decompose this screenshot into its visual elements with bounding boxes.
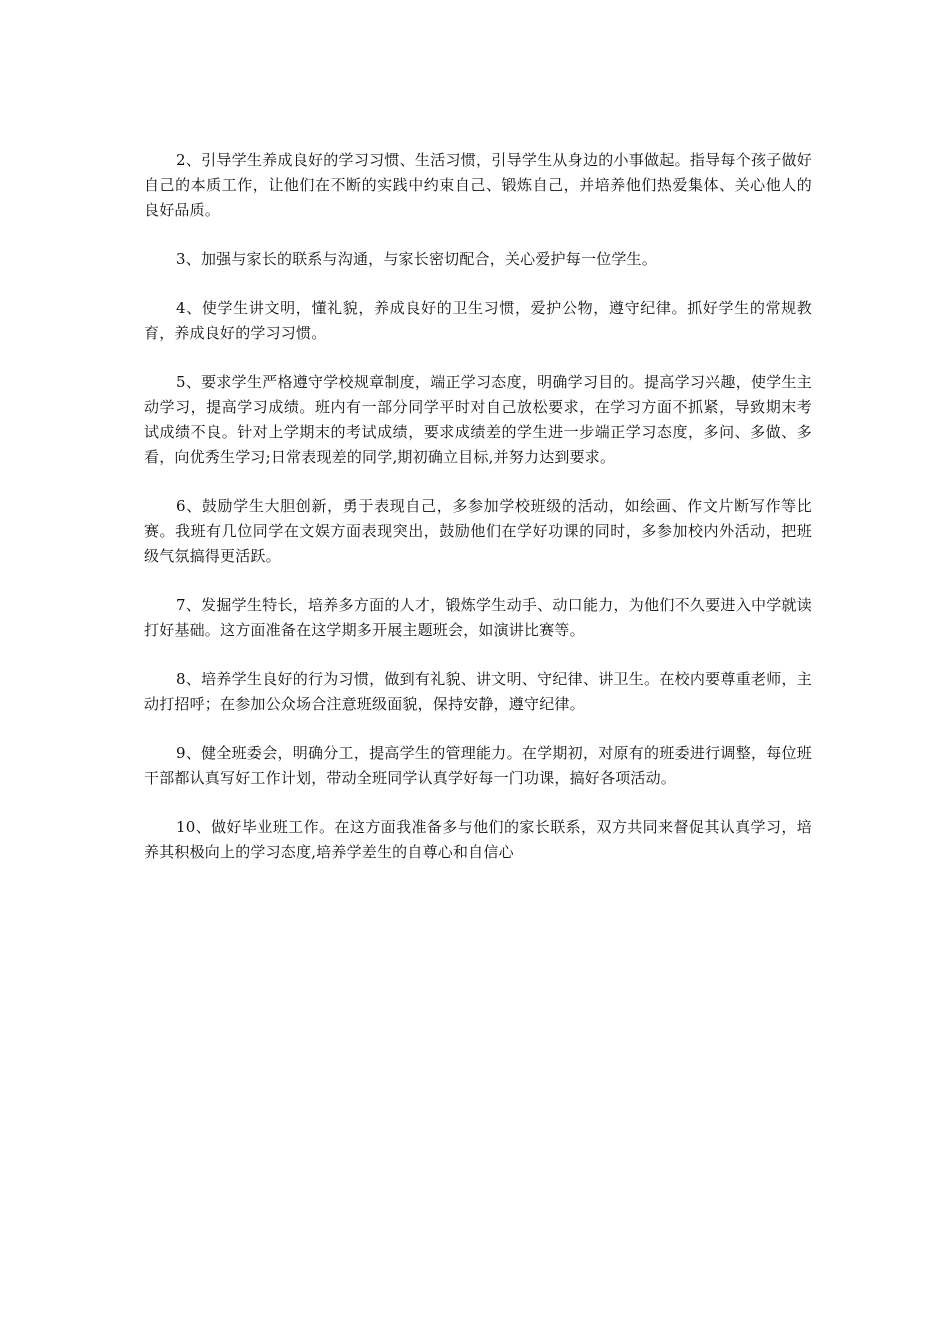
paragraph-item-9: 9、健全班委会，明确分工，提高学生的管理能力。在学期初，对原有的班委进行调整，每位班干部都认真写好工作计划，带动全班同学认真学好每一门功课，搞好各项活动。 [144,744,812,787]
paragraph-item-10: 10、做好毕业班工作。在这方面我准备多与他们的家长联系，双方共同来督促其认真学习，培养其积极向上的学习态度,培养学差生的自尊心和自信心 [144,818,812,861]
document-body [144,148,812,889]
paragraph-item-5: 5、要求学生严格遵守学校规章制度，端正学习态度，明确学习目的。提高学习兴趣，使学生主动学习，提高学习成绩。班内有一部分同学平时对自己放松要求，在学习方面不抓紧，导致期末考试成绩不良。针对上学期末的考试成绩，要求成绩差的学生进一步端正学习态度，多问、多做、多看，向优秀生学习;日常表现差的同学,期初确立目标,并努力达到要求。 [144,373,812,466]
paragraph-item-3: 3、加强与家长的联系与沟通，与家长密切配合，关心爱护每一位学生。 [176,250,657,268]
paragraph-item-2: 2、引导学生养成良好的学习习惯、生活习惯，引导学生从身边的小事做起。指导每个孩子做好自己的本质工作，让他们在不断的实践中约束自己、锻炼自己，并培养他们热爱集体、关心他人的良好品质。 [144,151,812,219]
paragraph-item-8: 8、培养学生良好的行为习惯，做到有礼貌、讲文明、守纪律、讲卫生。在校内要尊重老师，主动打招呼；在参加公众场合注意班级面貌，保持安静，遵守纪律。 [144,670,812,713]
paragraph-item-7: 7、发掘学生特长，培养多方面的人才，锻炼学生动手、动口能力，为他们不久要进入中学就读打好基础。这方面准备在这学期多开展主题班会，如演讲比赛等。 [144,596,812,639]
paragraph-item-6: 6、鼓励学生大胆创新，勇于表现自己，多参加学校班级的活动，如绘画、作文片断写作等比赛。我班有几位同学在文娱方面表现突出，鼓励他们在学好功课的同时，多参加校内外活动，把班级气氛搞得更活跃。 [144,497,812,565]
paragraph-item-4: 4、使学生讲文明，懂礼貌，养成良好的卫生习惯，爱护公物，遵守纪律。抓好学生的常规教育，养成良好的学习习惯。 [144,299,812,342]
